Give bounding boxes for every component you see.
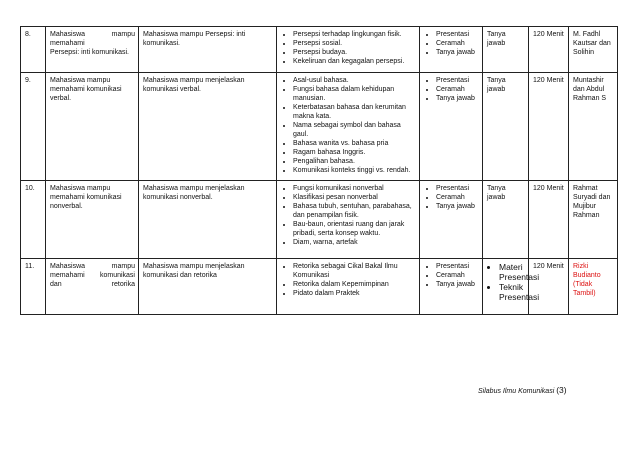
- list-item: • Ragam bahasa Inggris.: [293, 148, 416, 157]
- list-item: • Bahasa wanita vs. bahasa pria: [293, 139, 416, 148]
- methods-cell: [420, 73, 483, 181]
- table-row: [21, 73, 618, 181]
- indicator-cell: Mahasiswa mampu Persepsi: inti komunikasi.: [139, 27, 277, 73]
- list-item: • Pengalihan bahasa.: [293, 157, 416, 166]
- evaluation-cell: Tanya jawab: [483, 181, 529, 259]
- list-item: • Retorika sebagai Cikal Bakal Ilmu Komunikasi: [293, 262, 416, 280]
- list-item: • Presentasi: [436, 30, 479, 39]
- page-number: (3): [556, 385, 567, 395]
- list-item: • Ceramah: [436, 271, 479, 280]
- lecturer-cell: Rahmat Suryadi dan Mujibur Rahman: [569, 181, 618, 259]
- materials-cell: [277, 27, 420, 73]
- list-item: • Tanya jawab: [436, 48, 479, 57]
- competency-cell: Mahasiswa mampu memahami komunikasi nonverbal.: [46, 181, 139, 259]
- list-item: • Kekeliruan dan kegagalan persepsi.: [293, 57, 416, 66]
- indicator-cell: Mahasiswa mampu menjelaskan komunikasi nonverbal.: [139, 181, 277, 259]
- table-row: [21, 259, 618, 315]
- lecturer-cell: M. Fadhl Kautsar dan Solihin: [569, 27, 618, 73]
- materials-cell: [277, 181, 420, 259]
- list-item: • Ceramah: [436, 193, 479, 202]
- methods-cell: [420, 27, 483, 73]
- list-item: • Presentasi: [436, 76, 479, 85]
- list-item: • Presentasi: [436, 184, 479, 193]
- list-item: • Nama sebagai symbol dan bahasa gaul.: [293, 121, 416, 139]
- lecturer-cell: Rizki Budianto (Tidak Tambil): [569, 259, 618, 315]
- list-item: • Presentasi: [436, 262, 479, 271]
- list-item: • Asal-usul bahasa.: [293, 76, 416, 85]
- list-item: • Fungsi bahasa dalam kehidupan manusian.: [293, 85, 416, 103]
- evaluation-cell: [483, 259, 540, 315]
- list-item: • Persepsi budaya.: [293, 48, 416, 57]
- row-number: 10.: [21, 181, 46, 259]
- materials-cell: [277, 73, 420, 181]
- time-cell: 120 Menit: [529, 73, 569, 181]
- time-cell: 120 Menit: [529, 181, 569, 259]
- competency-cell: Mahasiswa mampu memahami komunikasi verbal.: [46, 73, 139, 181]
- indicator-cell: Mahasiswa mampu menjelaskan komunikasi dan retorika: [139, 259, 277, 315]
- row-number: 8.: [21, 27, 46, 73]
- list-item: • Retorika dalam Kepemimpinan: [293, 280, 416, 289]
- list-item: • Klasifikasi pesan nonverbal: [293, 193, 416, 202]
- time-cell: 120 Menit: [529, 27, 569, 73]
- evaluation-cell: Tanya jawab: [483, 73, 529, 181]
- materials-cell: [277, 259, 420, 315]
- row-number: 11.: [21, 259, 46, 315]
- list-item: • Komunikasi konteks tinggi vs. rendah.: [293, 166, 416, 175]
- table-row: [21, 27, 618, 73]
- evaluation-cell: Tanya jawab: [483, 27, 529, 73]
- list-item: • Pidato dalam Praktek: [293, 289, 416, 298]
- row-number: 9.: [21, 73, 46, 181]
- list-item: • Persepsi sosial.: [293, 39, 416, 48]
- footer-title: Silabus Ilmu Komunikasi: [478, 388, 555, 395]
- list-item: • Ceramah: [436, 85, 479, 94]
- list-item: • Tanya jawab: [436, 280, 479, 289]
- lecturer-cell: Muntashir dan Abdul Rahman S: [569, 73, 618, 181]
- methods-cell: [420, 259, 483, 315]
- competency-cell: Mahasiswa mampu memahami Persepsi: inti komunikasi.: [46, 27, 139, 73]
- time-cell: 120 Menit: [529, 259, 569, 315]
- list-item: • Persepsi terhadap lingkungan fisik.: [293, 30, 416, 39]
- list-item: • Bahasa tubuh, sentuhan, parabahasa, dan penampilan fisik.: [293, 202, 416, 220]
- list-item: • Ceramah: [436, 39, 479, 48]
- list-item: • Fungsi komunikasi nonverbal: [293, 184, 416, 193]
- indicator-cell: Mahasiswa mampu menjelaskan komunikasi verbal.: [139, 73, 277, 181]
- methods-cell: [420, 181, 483, 259]
- list-item: • Tanya jawab: [436, 94, 479, 103]
- list-item: • Tanya jawab: [436, 202, 479, 211]
- table-row: [21, 181, 618, 259]
- list-item: • Teknik Presentasi: [499, 282, 525, 302]
- list-item: • Materi Presentasi: [499, 262, 525, 282]
- list-item: • Diam, warna, artefak: [293, 238, 416, 247]
- page-footer: [478, 385, 567, 395]
- competency-cell: Mahasiswa mampu memahami komunikasi dan retorika: [46, 259, 139, 315]
- list-item: • Bau-baun, orientasi ruang dan jarak pribadi, serta konsep waktu.: [293, 220, 416, 238]
- list-item: • Keterbatasan bahasa dan kerumitan makna kata.: [293, 103, 416, 121]
- syllabus-table: [20, 26, 618, 315]
